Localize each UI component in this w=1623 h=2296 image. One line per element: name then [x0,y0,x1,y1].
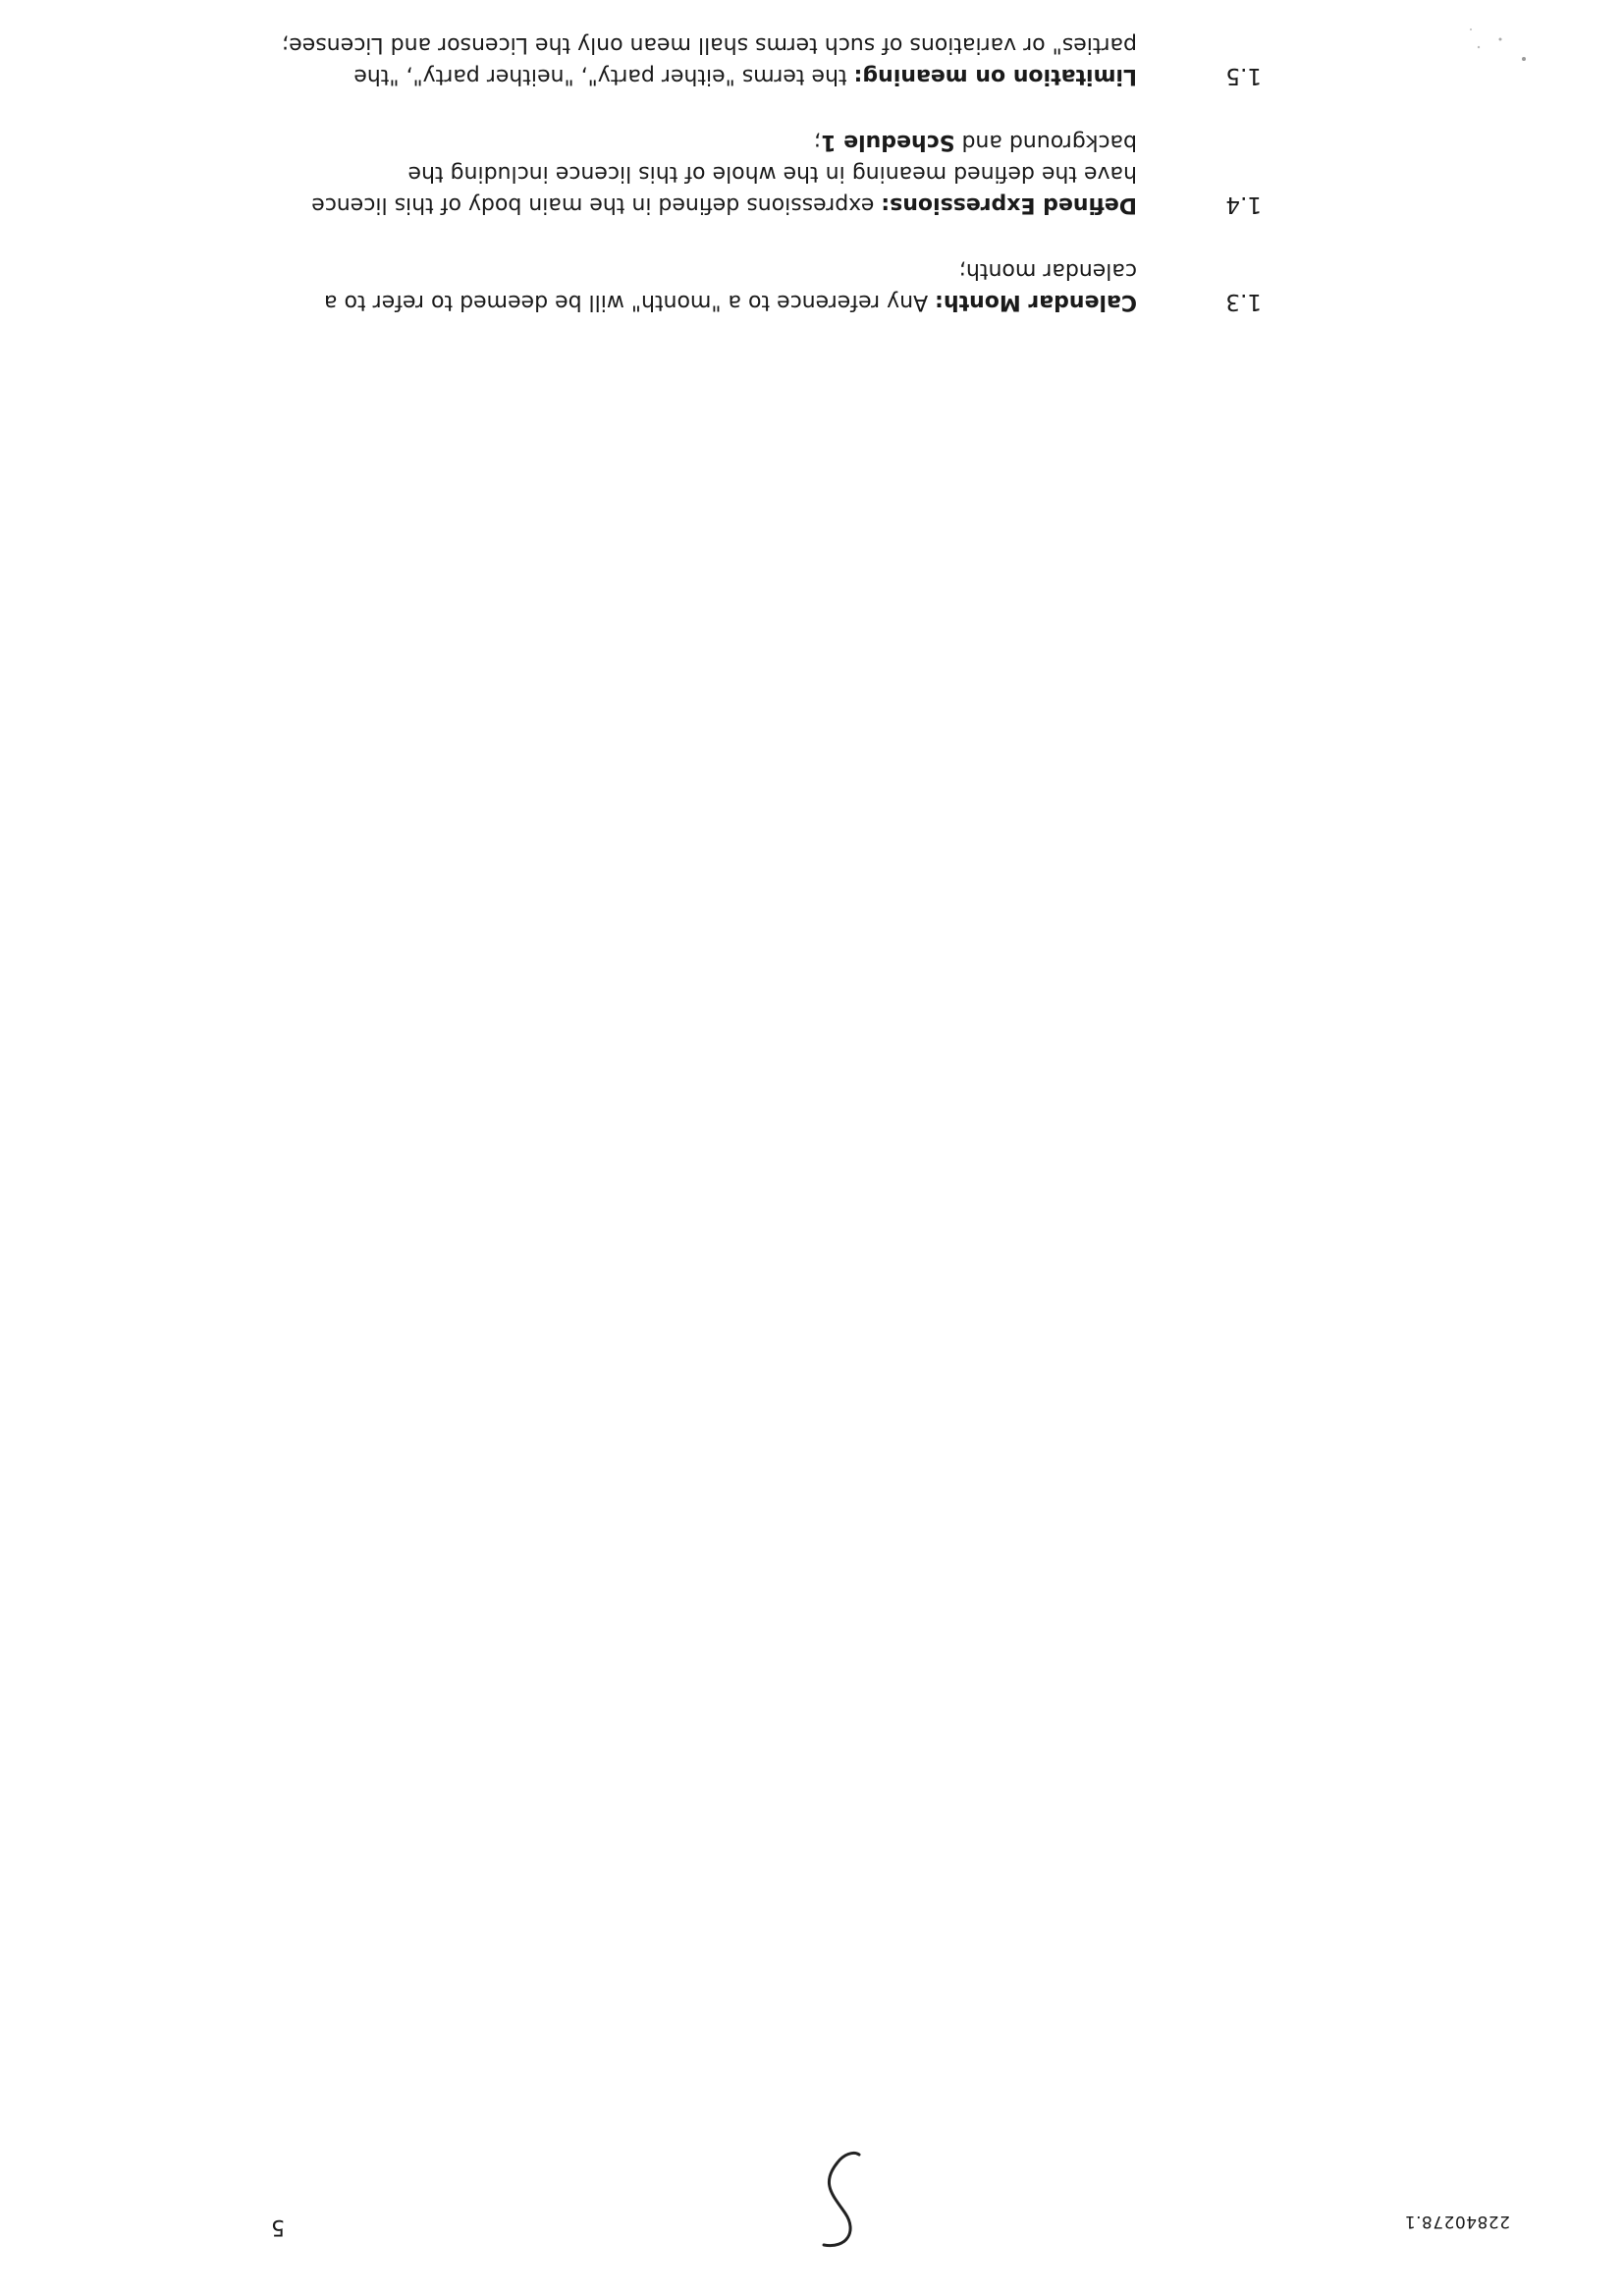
clause-text: Calendar Month: Any reference to a "month" will be deemed to refer to a calendar month; [324,258,1137,314]
document-body [275,0,1262,317]
handwritten-initial [808,2145,867,2253]
clause-1-4 [275,126,1262,220]
page-number: 5 [270,2214,285,2239]
clause-text: Defined Expressions: expressions defined in the main body of this licence have the defined meaning in the whole of this licence including the background and Schedule 1; [311,130,1137,217]
clause-text: Limitation on meaning: the terms "either party", "neither party", "the parties" or variations of such terms shall mean only the Licensor and Licensee; [281,32,1137,88]
clause-number: 1.3 [1225,289,1262,314]
clause-number: 1.4 [1225,191,1262,217]
clause-number: 1.5 [1225,63,1262,88]
clause-list [275,0,1262,317]
clause-1-5 [275,28,1262,91]
document-reference: 22840278.1 [1404,2212,1510,2231]
scan-specks [1451,20,1530,69]
clause-1-3 [275,254,1262,317]
